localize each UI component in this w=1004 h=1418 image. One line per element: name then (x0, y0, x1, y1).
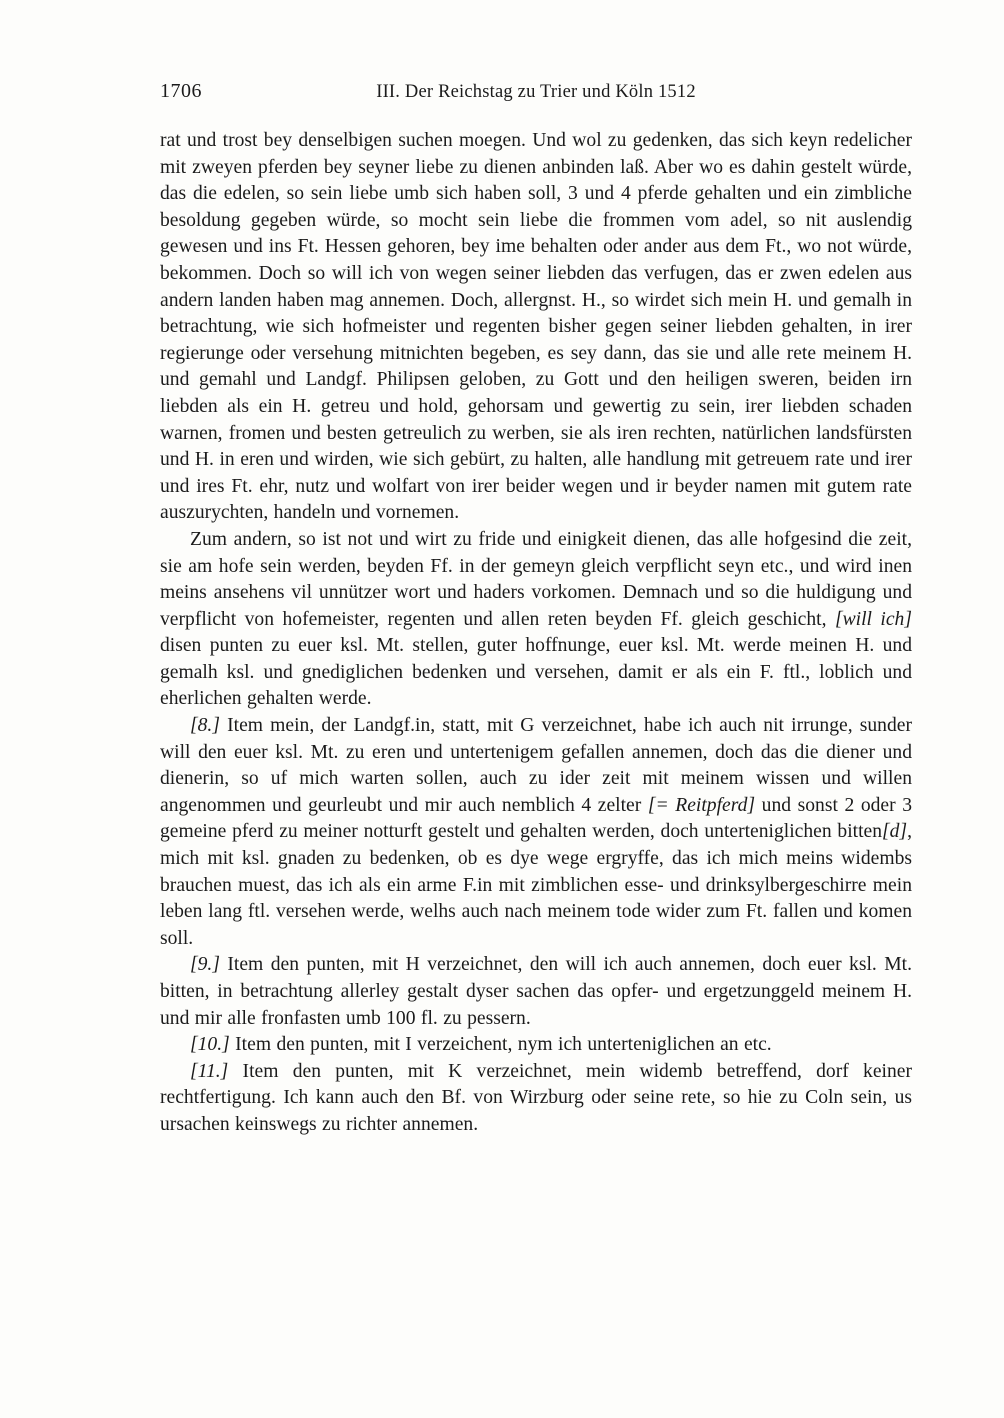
italic-annotation: [will ich] (834, 608, 912, 630)
text-run: Zum andern, so ist not und wirt zu fride und einigkeit dienen, das alle hofgesind die zeit, sie am hofe sein werden, beyden Ff. in der gemeyn gleich verpflicht seyn etc., und wird inen meins ansehens vil unnützer wort und haders vorkomen. Demnach und so die huldigung und verpflicht von hofemeister, regenten und allen reten beyden Ff. gleich geschicht, (160, 528, 912, 630)
paragraph (160, 952, 912, 1032)
text-run: rat und trost bey denselbigen suchen moegen. Und wol zu gedenken, das sich keyn redelicher mit zweyen pferden bey seyner liebe zu dienen anbinden laß. Aber wo es dahin gestelt würde, das die edelen, so sein liebe umb sich haben soll, 3 und 4 pferde gehalten und ein zimbliche besoldung gegeben würde, so mocht sein liebe die frommen vom adel, so nit auslendig gewesen und ins Ft. Hessen gehoren, bey ime behalten oder ander aus dem Ft., wo not würde, bekommen. Doch so will ich von wegen seiner liebden das verfugen, das er zwen edelen aus andern landen haben mag annemen. Doch, allergnst. H., so wirdet sich mein H. und gemalh in betrachtung, wie sich hofmeister und regenten bisher gegen seiner liebden gehalten, in irer regierunge oder versehung mitnichten begeben, es sey dann, das sie und alle rete meinem H. und gemahl und Landgf. Philipsen geloben, zu Gott und den heiligen sweren, beiden irn liebden als ein H. getreu und hold, gehorsam und gewertig zu sein, irer liebden schaden warnen, fromen und besten getreulich zu werben, sie als iren rechten, natürlichen landsfürsten und H. in eren und wirden, wie sich gebürt, zu halten, alle handlung mit getreuem rate und irer und ires Ft. ehr, nutz und wolfart von irer beider wegen und ir beyder namen mit gutem rate auszurychten, handeln und vornemen. (160, 130, 912, 524)
text-run: , mich mit ksl. gnaden zu bedenken, ob es dye wege ergryffe, das ich mich meins widembs brauchen muest, das ich als ein arme F.in mit zimblichen esse- und drinksylbergeschirre mein leben lang ftl. versehen werde, welhs auch nach meinem tode wider zum Ft. fallen und komen soll. (160, 821, 912, 949)
running-head-title: III. Der Reichstag zu Trier und Köln 1512 (376, 82, 696, 102)
text-run: Item den punten, mit I verzeichent, nym ich unterteniglichen an etc. (229, 1034, 772, 1056)
paragraph (160, 527, 912, 713)
text-run: und sonst 2 oder 3 gemeine pferd zu meiner notturft gestelt und gehalten werden, doch unterteniglichen bitten (160, 794, 912, 843)
text-run: Item mein, der Landgf.in, statt, mit G verzeichnet, habe ich auch nit irrunge, sunder will den euer ksl. Mt. zu eren und untertenigem gefallen annemen, doch das die diener und dienerin, so uf mich warten sollen, auch zu ider zeit mit meinem wissen und willen angenommen und geurleubt und mir auch nemblich 4 zelter (160, 715, 912, 816)
text-block (160, 128, 912, 1139)
paragraph (160, 1032, 912, 1059)
italic-annotation: [9.] (190, 954, 220, 976)
running-header (160, 80, 912, 110)
italic-annotation: [d] (882, 821, 908, 843)
paragraph (160, 128, 912, 527)
italic-annotation: [11.] (190, 1060, 229, 1082)
paragraph (160, 713, 912, 952)
italic-annotation: [= Reitpferd] (647, 794, 756, 816)
italic-annotation: [10.] (190, 1034, 230, 1056)
page-content (160, 80, 912, 1139)
text-run: Item den punten, mit H verzeichnet, den will ich auch annemen, doch euer ksl. Mt. bitten, in betrachtung allerley gestalt dyser sachen das opfer- und ergetzunggeld meinem H. und mir alle fronfasten umb 100 fl. zu pessern. (160, 954, 912, 1029)
italic-annotation: [8.] (190, 715, 220, 737)
text-run: disen punten zu euer ksl. Mt. stellen, guter hoffnunge, euer ksl. Mt. werde meinen H. und gemalh ksl. und gnediglichen bedenken und versehen, damit er als ein F. ftl., loblich und eherlichen gehalten werde. (160, 635, 912, 710)
page-number: 1706 (160, 80, 202, 102)
paragraph (160, 1059, 912, 1139)
text-run: Item den punten, mit K verzeichnet, mein widemb betreffend, dorf keiner rechtfertigung. Ich kann auch den Bf. von Wirzburg oder seine rete, so hie zu Coln sein, us ursachen keinswegs zu richter annemen. (160, 1060, 912, 1135)
